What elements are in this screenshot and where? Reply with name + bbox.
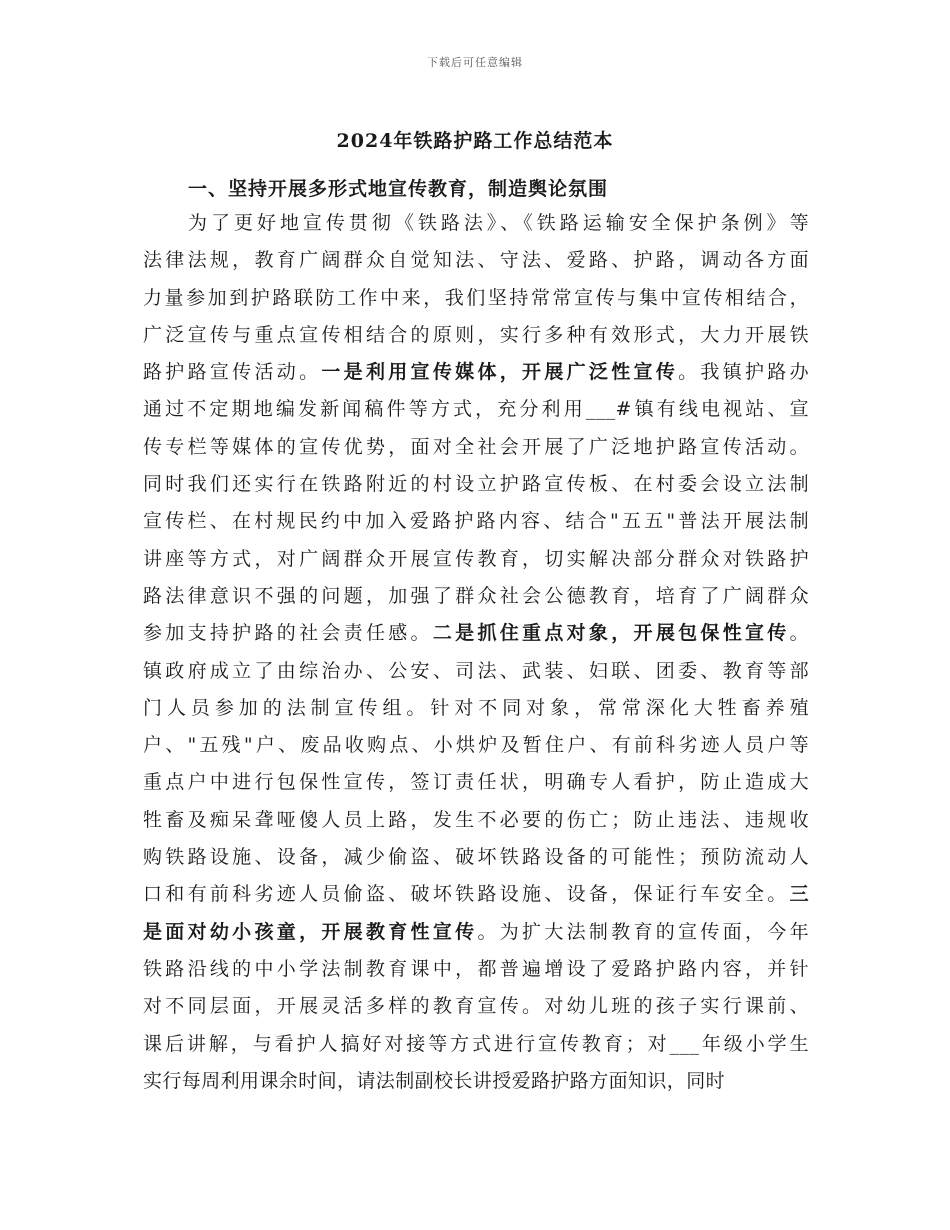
text-segment: 课后讲解，与看护人搞好对接等方式进行宣传教育；对___年级小学生 <box>143 1032 809 1055</box>
text-line <box>143 317 809 354</box>
text-line <box>143 914 809 951</box>
text-line <box>143 1063 809 1100</box>
bold-text-segment: 二是抓住重点对象，开展包保性宣传 <box>432 622 790 645</box>
text-line <box>143 690 809 727</box>
text-segment: 实行每周利用课余时间，请法制副校长讲授爱路护路方面知识，同时 <box>143 1069 726 1092</box>
text-line <box>143 727 809 764</box>
text-line <box>143 653 809 690</box>
document-title: 2024年铁路护路工作总结范本 <box>336 130 614 152</box>
text-segment: 为了更好地宣传贯彻《铁路法》、《铁路运输安全保护条例》等 <box>188 212 809 234</box>
bold-text-segment: 三 <box>789 883 809 906</box>
text-line <box>143 764 809 801</box>
text-segment: 讲座等方式，对广阔群众开展宣传教育，切实解决部分群众对铁路护 <box>143 547 809 570</box>
text-segment: 法律法规，教育广阔群众自觉知法、守法、爱路、护路，调动各方面 <box>143 249 809 272</box>
text-segment: 重点户中进行包保性宣传，签订责任状，明确专人看护，防止造成大 <box>143 771 809 794</box>
text-segment: 镇政府成立了由综治办、公安、司法、武装、妇联、团委、教育等部 <box>143 659 809 682</box>
text-line <box>143 354 809 391</box>
text-segment: 牲畜及痴呆聋哑傻人员上路，发生不必要的伤亡；防止违法、违规收 <box>143 808 809 831</box>
text-segment: 。 <box>789 622 810 645</box>
text-segment: 路护路宣传活动。 <box>143 361 322 384</box>
text-line <box>143 541 809 578</box>
bold-text-segment: 一是利用宣传媒体，开展广泛性宣传 <box>321 361 679 384</box>
text-segment: 门人员参加的法制宣传组。针对不同对象，常常深化大牲畜养殖 <box>143 696 809 719</box>
text-segment: 。为扩大法制教育的宣传面，今年 <box>477 920 809 943</box>
body-paragraph <box>143 205 809 1100</box>
text-segment: 同时我们还实行在铁路附近的村设立护路宣传板、在村委会设立法制 <box>143 473 809 496</box>
text-line <box>143 951 809 988</box>
page-header-note: 下载后可任意编辑 <box>427 56 523 69</box>
text-line <box>143 280 809 317</box>
text-line <box>143 615 809 652</box>
text-line <box>143 578 809 615</box>
text-segment: 力量参加到护路联防工作中来，我们坚持常常宣传与集中宣传相结合， <box>143 286 809 309</box>
text-line <box>143 802 809 839</box>
text-line <box>143 391 809 428</box>
text-segment: 口和有前科劣迹人员偷盗、破坏铁路设施、设备，保证行车安全。 <box>143 883 790 906</box>
text-line <box>143 988 809 1025</box>
text-line <box>143 1026 809 1063</box>
text-line <box>143 429 809 466</box>
text-segment: 通过不定期地编发新闻稿件等方式，充分利用___#镇有线电视站、宣 <box>143 398 809 421</box>
text-line <box>143 242 809 279</box>
text-segment: 户、"五残"户、废品收购点、小烘炉及暂住户、有前科劣迹人员户等 <box>143 734 809 757</box>
text-segment: 参加支持护路的社会责任感。 <box>143 622 433 645</box>
text-segment: 对不同层面，开展灵活多样的教育宣传。对幼儿班的孩子实行课前、 <box>143 995 809 1018</box>
text-segment: 购铁路设施、设备，减少偷盗、破坏铁路设备的可能性；预防流动人 <box>143 846 809 869</box>
text-segment: 铁路沿线的中小学法制教育课中，都普遍增设了爱路护路内容，并针 <box>143 957 809 980</box>
text-segment: 广泛宣传与重点宣传相结合的原则，实行多种有效形式，大力开展铁 <box>143 323 809 346</box>
text-line <box>143 503 809 540</box>
section-heading-1: 一、坚持开展多形式地宣传教育，制造舆论氛围 <box>188 178 609 200</box>
text-segment: 传专栏等媒体的宣传优势，面对全社会开展了广泛地护路宣传活动。 <box>143 435 809 458</box>
text-line <box>143 466 809 503</box>
text-line <box>143 839 809 876</box>
text-segment: 。我镇护路办 <box>678 361 810 384</box>
text-segment: 宣传栏、在村规民约中加入爱路护路内容、结合"五五"普法开展法制 <box>143 510 809 533</box>
text-segment: 路法律意识不强的问题，加强了群众社会公德教育，培育了广阔群众 <box>143 584 809 607</box>
bold-text-segment: 是面对幼小孩童，开展教育性宣传 <box>143 920 478 943</box>
text-line <box>143 876 809 913</box>
text-line <box>143 205 809 242</box>
